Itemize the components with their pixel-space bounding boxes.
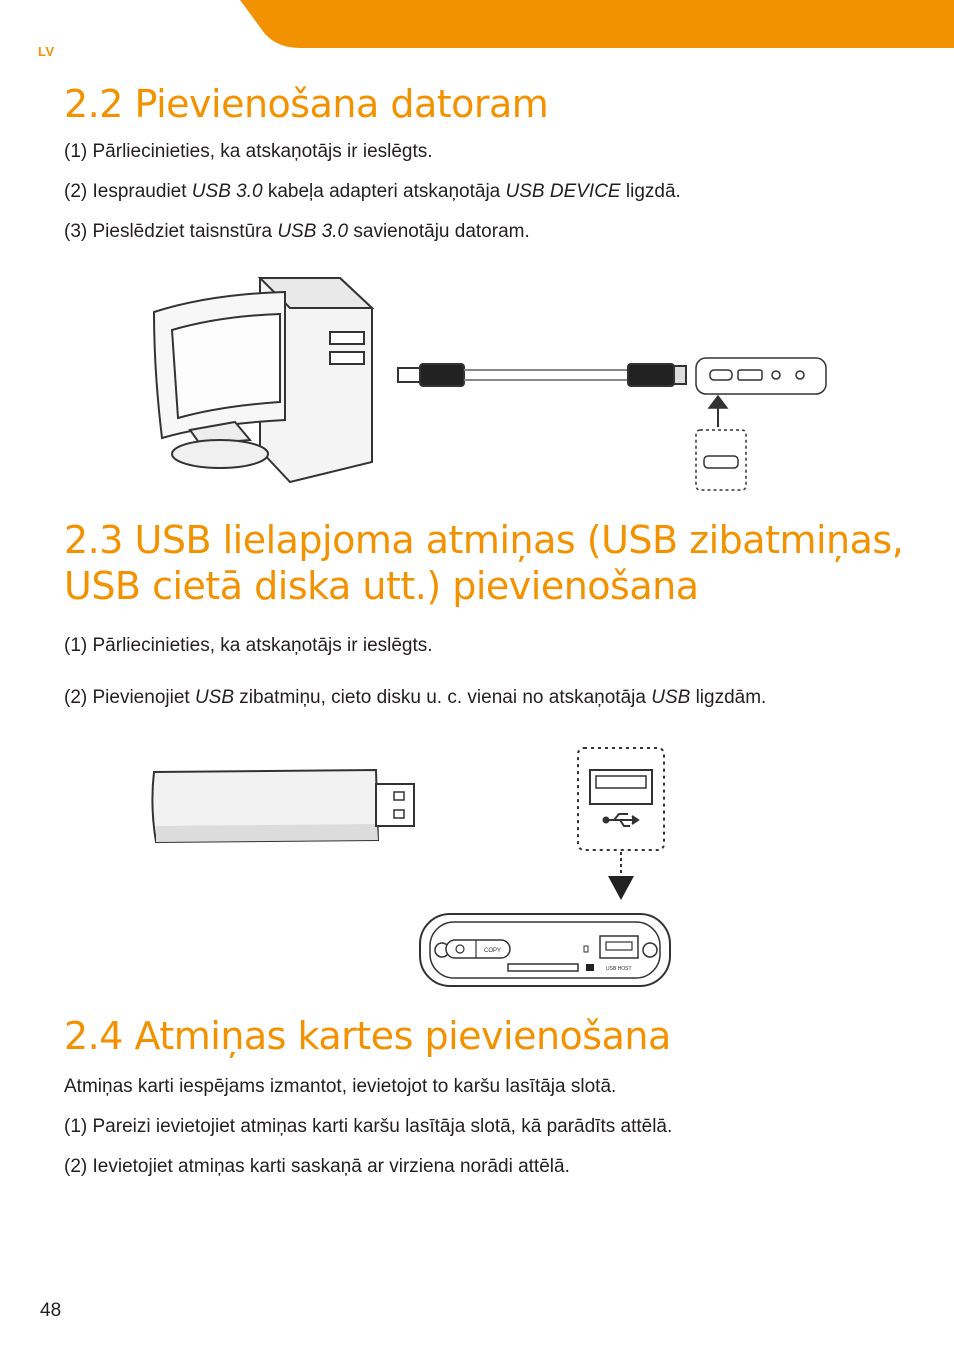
s24-step-2: (2) Ievietojiet atmiņas karti saskaņā ar virziena norādi attēlā. — [64, 1156, 570, 1177]
language-label: LV — [38, 44, 55, 59]
header-accent-band — [0, 0, 954, 50]
usb-flash-drive-figure — [148, 764, 418, 848]
s22-step-3: (3) Pieslēdziet taisnstūra USB 3.0 savienotāju datoram. — [64, 221, 530, 242]
computer-usb-connection-figure — [140, 272, 840, 500]
s22-step-2: (2) Iespraudiet USB 3.0 kabeļa adapteri atskaņotāja USB DEVICE ligzdā. — [64, 181, 681, 202]
s22-step-1: (1) Pārliecinieties, ka atskaņotājs ir ieslēgts. — [64, 141, 433, 162]
s23-step-2: (2) Pievienojiet USB zibatmiņu, cieto disku u. c. vienai no atskaņotāja USB ligzdām. — [64, 687, 767, 708]
section-2-2-title: 2.2 Pievienošana datoram — [64, 82, 549, 126]
copy-button-label: COPY — [484, 948, 502, 954]
section-2-3-title: 2.3 USB lielapjoma atmiņas (USB zibatmiņas, USB cietā diska utt.) pievienošana — [64, 518, 904, 608]
s24-step-1: (1) Pareizi ievietojiet atmiņas karti karšu lasītāja slotā, kā parādīts attēlā. — [64, 1116, 673, 1137]
section-2-4-title: 2.4 Atmiņas kartes pievienošana — [64, 1014, 671, 1058]
s24-intro: Atmiņas karti iespējams izmantot, ievietojot to karšu lasītāja slotā. — [64, 1076, 617, 1097]
usb-host-label: USB HOST — [606, 966, 632, 972]
usb-host-port-figure — [416, 744, 676, 990]
page-number: 48 — [40, 1300, 62, 1321]
s23-step-1: (1) Pārliecinieties, ka atskaņotājs ir ieslēgts. — [64, 635, 433, 656]
